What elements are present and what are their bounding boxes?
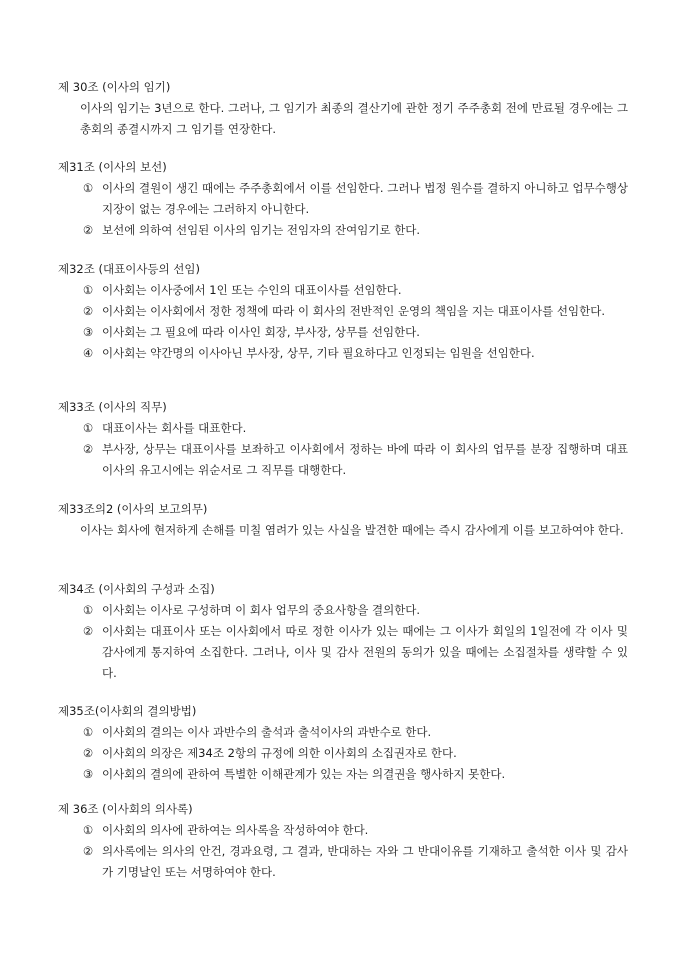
article-35	[58, 700, 628, 785]
clause-text: 이사회의 의장은 제34조 2항의 규정에 의한 이사회의 소집권자로 한다.	[102, 746, 457, 760]
clause	[58, 820, 628, 841]
article-title: 제33조 (이사의 직무)	[58, 400, 167, 414]
clause	[58, 418, 628, 439]
article-paragraph: 이사의 임기는 3년으로 한다. 그러나, 그 임기가 최종의 결산기에 관한 정기 주주총회 전에 만료될 경우에는 그 총회의 종결시까지 그 임기를 연장한다.	[80, 101, 628, 136]
clause-number: ①	[82, 421, 94, 435]
clause-text: 의사록에는 의사의 안건, 경과요령, 그 결과, 반대하는 자와 그 반대이유를 기재하고 출석한 이사 및 감사가 기명날인 또는 서명하여야 한다.	[102, 844, 628, 879]
clause-number: ②	[82, 442, 94, 456]
article-30	[58, 76, 628, 140]
article-title: 제32조 (대표이사등의 선임)	[58, 262, 201, 276]
article-title: 제 30조 (이사의 임기)	[58, 80, 171, 94]
article-title: 제35조(이사회의 결의방법)	[58, 704, 197, 718]
clause	[58, 322, 628, 343]
article-33	[58, 396, 628, 481]
clause-number: ②	[82, 223, 94, 237]
clause-number: ①	[82, 725, 94, 739]
article-title: 제 36조 (이사회의 의사록)	[58, 802, 193, 816]
article-title: 제34조 (이사회의 구성과 소집)	[58, 582, 215, 596]
clause-text: 이사회는 약간명의 이사아닌 부사장, 상무, 기타 필요하다고 인정되는 임원을 선임한다.	[102, 346, 535, 360]
clause-text: 이사회는 이사중에서 1인 또는 수인의 대표이사를 선임한다.	[102, 283, 402, 297]
article-33-2	[58, 498, 628, 541]
clause-text: 이사의 결원이 생긴 때에는 주주총회에서 이를 선임한다. 그러나 법정 원수를 결하지 아니하고 업무수행상 지장이 없는 경우에는 그러하지 아니한다.	[102, 181, 628, 216]
clause-number: ①	[82, 181, 94, 195]
article-36	[58, 798, 628, 883]
clause	[58, 764, 628, 785]
clause-text: 보선에 의하여 선임된 이사의 임기는 전임자의 잔여임기로 한다.	[102, 223, 421, 237]
clause	[58, 280, 628, 301]
clause-number: ②	[82, 624, 94, 638]
clause-number: ①	[82, 823, 94, 837]
article-paragraph: 이사는 회사에 현저하게 손해를 미칠 염려가 있는 사실을 발견한 때에는 즉시 감사에게 이를 보고하여야 한다.	[80, 523, 624, 537]
clause	[58, 343, 628, 364]
clause	[58, 220, 628, 241]
clause	[58, 439, 628, 481]
clause-number: ②	[82, 304, 94, 318]
clause-text: 부사장, 상무는 대표이사를 보좌하고 이사회에서 정하는 바에 따라 이 회사의 업무를 분장 집행하며 대표이사의 유고시에는 위순서로 그 직무를 대행한다.	[102, 442, 628, 477]
clause-text: 이사회의 결의는 이사 과반수의 출석과 출석이사의 과반수로 한다.	[102, 725, 432, 739]
article-34	[58, 578, 628, 684]
clause-number: ④	[82, 346, 94, 360]
clause	[58, 722, 628, 743]
clause-number: ③	[82, 325, 94, 339]
clause-text: 이사회는 대표이사 또는 이사회에서 따로 정한 이사가 있는 때에는 그 이사가 회일의 1일전에 각 이사 및 감사에게 통지하여 소집한다. 그러나, 이사 및 감사 전원의 동의가 있을 때에는 소집절차를 생략할 수 있다.	[102, 624, 628, 680]
clause	[58, 178, 628, 220]
article-title: 제31조 (이사의 보선)	[58, 160, 167, 174]
article-31	[58, 156, 628, 241]
article-title: 제33조의2 (이사의 보고의무)	[58, 502, 208, 516]
clause-number: ①	[82, 603, 94, 617]
clause-text: 이사회는 이사로 구성하며 이 회사 업무의 중요사항을 결의한다.	[102, 603, 421, 617]
clause	[58, 600, 628, 621]
article-32	[58, 258, 628, 364]
clause-text: 이사회의 결의에 관하여 특별한 이해관계가 있는 자는 의결권을 행사하지 못한다.	[102, 767, 506, 781]
clause	[58, 743, 628, 764]
clause-number: ①	[82, 283, 94, 297]
clause	[58, 301, 628, 322]
clause-text: 대표이사는 회사를 대표한다.	[102, 421, 247, 435]
clause-number: ③	[82, 767, 94, 781]
clause-number: ②	[82, 844, 94, 858]
clause-text: 이사회는 이사회에서 정한 정책에 따라 이 회사의 전반적인 운영의 책임을 지는 대표이사를 선임한다.	[102, 304, 605, 318]
clause-number: ②	[82, 746, 94, 760]
clause	[58, 841, 628, 883]
clause-text: 이사회의 의사에 관하여는 의사록을 작성하여야 한다.	[102, 823, 369, 837]
clause-text: 이사회는 그 필요에 따라 이사인 회장, 부사장, 상무를 선임한다.	[102, 325, 420, 339]
clause	[58, 621, 628, 684]
